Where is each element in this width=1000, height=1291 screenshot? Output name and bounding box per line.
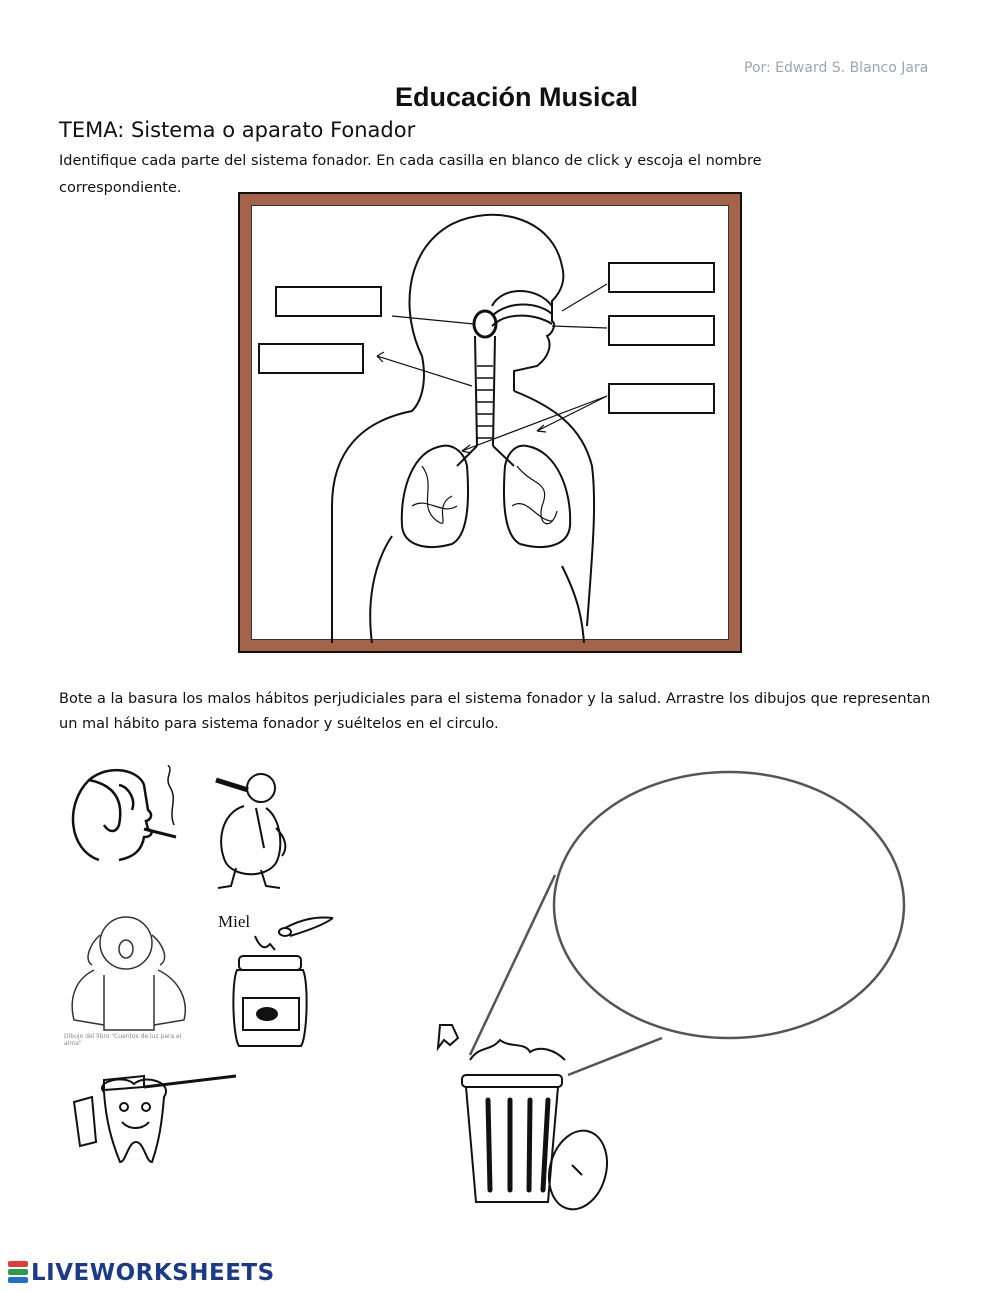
answer-box-left-bottom[interactable] — [258, 343, 364, 374]
shouting-child-icon[interactable] — [64, 905, 199, 1045]
trash-drop-zone[interactable] — [430, 770, 910, 1215]
drawing-credit-caption: Dibujo del libro "Cuentos de luz para el alma" — [64, 1033, 182, 1047]
identify-instructions: Identifique cada parte del sistema fonador. En cada casilla en blanco de click y escoja el nombre correspondiente. — [59, 153, 762, 196]
tooth-brushing-icon[interactable] — [64, 1062, 239, 1172]
honey-jar-icon[interactable] — [215, 908, 337, 1053]
liveworksheets-logo — [8, 1260, 275, 1286]
answer-box-right-top[interactable] — [608, 262, 715, 293]
drinking-man-icon[interactable] — [206, 768, 296, 893]
author-credit: Por: Edward S. Blanco Jara — [744, 60, 929, 76]
honey-label: Miel — [218, 912, 251, 931]
answer-box-right-middle[interactable] — [608, 315, 715, 346]
liveworksheets-mark-icon — [8, 1261, 28, 1285]
brand-name: LIVEWORKSHEETS — [31, 1260, 275, 1286]
topic-heading: TEMA: Sistema o aparato Fonador — [59, 118, 416, 142]
answer-box-right-bottom[interactable] — [608, 383, 715, 414]
smoking-boy-icon[interactable] — [64, 765, 194, 865]
phonatory-diagram — [251, 205, 729, 640]
habits-instructions: Bote a la basura los malos hábitos perjudiciales para el sistema fonador y la salud. Arrastre los dibujos que representan un mal hábito para sistema fonador y suéltelos en el circulo. — [59, 691, 931, 732]
page-title: Educación Musical — [394, 82, 639, 112]
phonatory-diagram-frame — [238, 192, 742, 653]
answer-box-left-top[interactable] — [275, 286, 382, 317]
